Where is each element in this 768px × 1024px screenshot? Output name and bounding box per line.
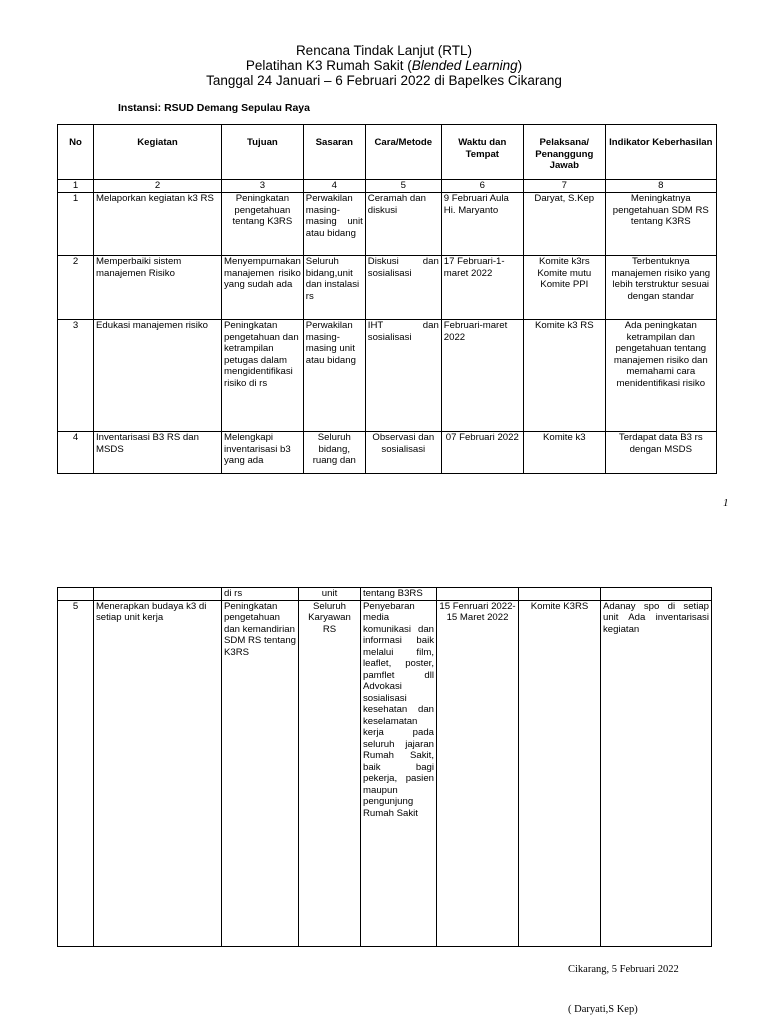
header-sasaran: Sasaran xyxy=(303,125,365,180)
cell-pelaksana: Komite K3RS xyxy=(519,600,601,946)
page-number: 1 xyxy=(723,497,729,509)
continued-row xyxy=(58,588,712,601)
col-number: 8 xyxy=(605,180,716,193)
header-waktu: Waktu dan Tempat xyxy=(441,125,523,180)
cell-pelaksana: Komite k3rs Komite mutu Komite PPI xyxy=(523,256,605,320)
col-number: 5 xyxy=(365,180,441,193)
cell-indikator: Terdapat data B3 rs dengan MSDS xyxy=(605,432,716,474)
cell-kegiatan: Inventarisasi B3 RS dan MSDS xyxy=(94,432,222,474)
cell-kegiatan xyxy=(94,588,222,601)
table-row xyxy=(58,193,717,256)
cell-kegiatan: Edukasi manajemen risiko xyxy=(94,320,222,432)
cell-sasaran: Seluruh bidang, ruang dan xyxy=(303,432,365,474)
header-kegiatan: Kegiatan xyxy=(94,125,222,180)
header-no: No xyxy=(58,125,94,180)
col-number: 3 xyxy=(222,180,304,193)
institution-label: Instansi: RSUD Demang Sepulau Raya xyxy=(118,102,310,114)
cell-pelaksana: Komite k3 xyxy=(523,432,605,474)
subtitle-pre: Pelatihan K3 Rumah Sakit ( xyxy=(245,58,412,73)
subtitle-post: ) xyxy=(517,58,523,73)
document-title: Rencana Tindak Lanjut (RTL) xyxy=(295,43,473,58)
document-date-line: Tanggal 24 Januari – 6 Februari 2022 di Bapelkes Cikarang xyxy=(206,73,562,88)
cell-no: 5 xyxy=(58,600,94,946)
cell-cara: Diskusi dan sosialisasi xyxy=(365,256,441,320)
table-row xyxy=(58,256,717,320)
rtl-table-page1 xyxy=(57,124,717,474)
table-row xyxy=(58,320,717,432)
cell-waktu: 15 Fenruari 2022-15 Maret 2022 xyxy=(437,600,519,946)
cell-pelaksana: Komite k3 RS xyxy=(523,320,605,432)
cell-cara: IHT dan sosialisasi xyxy=(365,320,441,432)
cell-indikator xyxy=(601,588,712,601)
cell-kegiatan: Menerapkan budaya k3 di setiap unit kerja xyxy=(94,600,222,946)
signature-name: ( Daryati,S Kep) xyxy=(568,1004,638,1015)
header-indikator: Indikator Keberhasilan xyxy=(605,125,716,180)
cell-tujuan: Peningkatan pengetahuan dan ketrampilan petugas dalam mengidentifikasi risiko di rs xyxy=(222,320,304,432)
cell-tujuan: Melengkapi inventarisasi b3 yang ada xyxy=(222,432,304,474)
cell-sasaran: unit xyxy=(299,588,361,601)
header-cara: Cara/Metode xyxy=(365,125,441,180)
rtl-table-page2 xyxy=(57,587,712,947)
cell-waktu: Februari-maret 2022 xyxy=(441,320,523,432)
col-number: 2 xyxy=(94,180,222,193)
cell-kegiatan: Memperbaiki sistem manajemen Risiko xyxy=(94,256,222,320)
cell-cara: Ceramah dan diskusi xyxy=(365,193,441,256)
cell-no: 3 xyxy=(58,320,94,432)
place-date: Cikarang, 5 Februari 2022 xyxy=(568,964,679,975)
cell-waktu: 17 Februari-1-maret 2022 xyxy=(441,256,523,320)
cell-cara: tentang B3RS xyxy=(361,588,437,601)
cell-no: 4 xyxy=(58,432,94,474)
cell-cara: Observasi dan sosialisasi xyxy=(365,432,441,474)
cell-tujuan: Menyempurnakan manajemen risiko yang sudah ada xyxy=(222,256,304,320)
cell-no: 2 xyxy=(58,256,94,320)
table-row xyxy=(58,600,712,946)
cell-tujuan: Peningkatan pengetahuan tentang K3RS xyxy=(222,193,304,256)
cell-waktu: 07 Februari 2022 xyxy=(441,432,523,474)
col-number: 1 xyxy=(58,180,94,193)
cell-waktu: 9 Februari Aula Hi. Maryanto xyxy=(441,193,523,256)
cell-cara: Penyebaran media komunikasi dan informasi baik melalui film, leaflet, poster, pamflet dll Advokasi sosialisasi kesehatan dan keselamatan kerja pada seluruh jajaran Rumah Sakit, baik bagi pekerja, pasien maupun pengunjung Rumah Sakit xyxy=(361,600,437,946)
cell-pelaksana xyxy=(519,588,601,601)
column-number-row xyxy=(58,180,717,193)
cell-sasaran: Perwakilan masing-masing unit atau bidang xyxy=(303,193,365,256)
header-pelaksana: Pelaksana/ Penanggung Jawab xyxy=(523,125,605,180)
cell-no xyxy=(58,588,94,601)
cell-tujuan: Peningkatan pengetahuan dan kemandirian SDM RS tentang K3RS xyxy=(222,600,299,946)
col-number: 4 xyxy=(303,180,365,193)
col-number: 6 xyxy=(441,180,523,193)
cell-pelaksana: Daryat, S.Kep xyxy=(523,193,605,256)
cell-indikator: Ada peningkatan ketrampilan dan pengetahuan tentang manajemen risiko dan memahami cara menidentifikasi risiko xyxy=(605,320,716,432)
cell-indikator: Adanay spo di setiap unit Ada inventarisasi kegiatan xyxy=(601,600,712,946)
table-header-row xyxy=(58,125,717,180)
cell-tujuan: di rs xyxy=(222,588,299,601)
subtitle-italic: Blended Learning xyxy=(411,58,518,73)
cell-sasaran: Seluruh bidang,unit dan instalasi rs xyxy=(303,256,365,320)
cell-indikator: Terbentuknya manajemen risiko yang lebih terstruktur sesuai dengan standar xyxy=(605,256,716,320)
header-tujuan: Tujuan xyxy=(222,125,304,180)
cell-waktu xyxy=(437,588,519,601)
cell-sasaran: Seluruh Karyawan RS xyxy=(299,600,361,946)
document-subtitle xyxy=(0,58,768,73)
cell-sasaran: Perwakilan masing-masing unit atau bidang xyxy=(303,320,365,432)
cell-indikator: Meningkatnya pengetahuan SDM RS tentang K3RS xyxy=(605,193,716,256)
cell-kegiatan: Melaporkan kegiatan k3 RS xyxy=(94,193,222,256)
table-row xyxy=(58,432,717,474)
col-number: 7 xyxy=(523,180,605,193)
cell-no: 1 xyxy=(58,193,94,256)
